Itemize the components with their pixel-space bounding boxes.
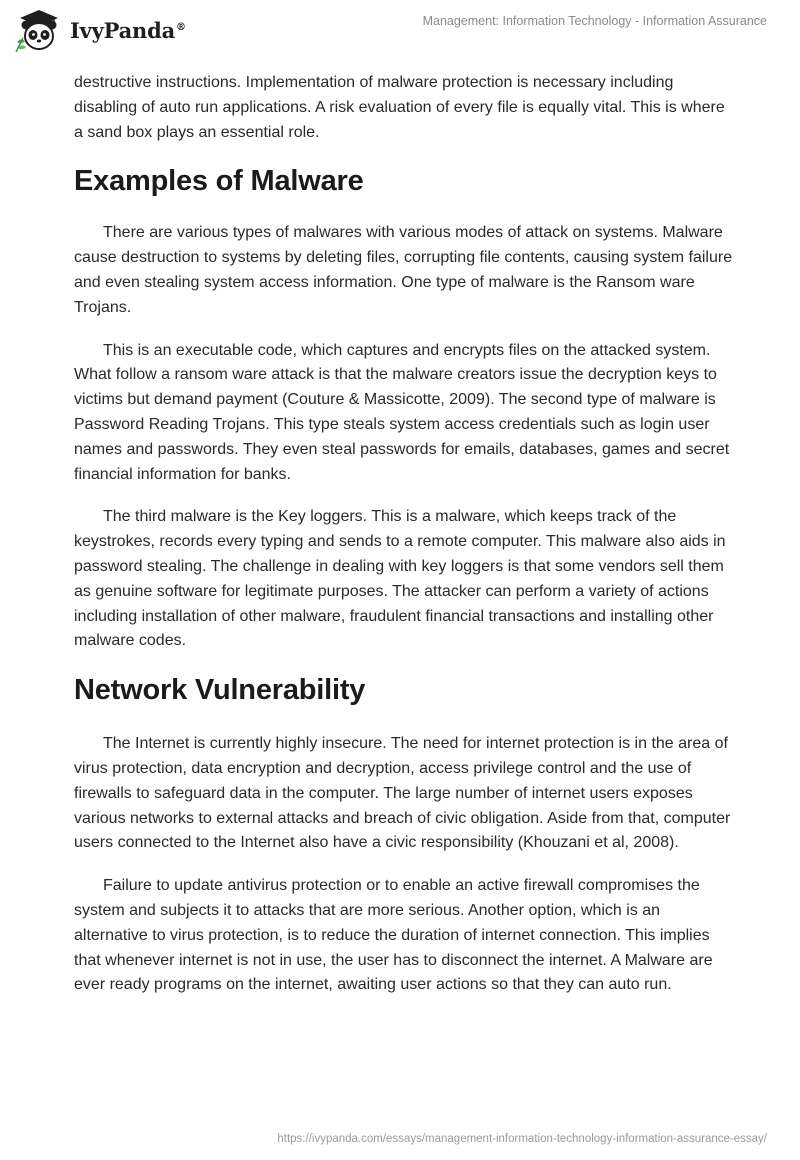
paragraph: The third malware is the Key loggers. This is a malware, which keeps track of the keystrokes, records every typing and sends to a remote computer. This malware also aids in password stealing. The challenge in dealing with key loggers is that some vendors sell them as genuine software for legitimate purposes. The attacker can perform a variety of actions including installation of other malware, fraudulent financial transactions and installing other malware codes. (74, 508, 726, 650)
source-url-link[interactable]: https://ivypanda.com/essays/management-information-technology-information-assurance-essay/ (277, 1133, 767, 1145)
paragraph: This is an executable code, which captures and encrypts files on the attacked system. What follow a ransom ware attack is that the malware creators issue the decryption keys to victims but demand payment (Couture & Massicotte, 2009). The second type of malware is Password Reading Trojans. This type steals system access credentials such as login user names and passwords. They even steal passwords for emails, databases, games and secret financial information for banks. (74, 341, 730, 483)
essay-body (74, 71, 734, 1016)
intro-paragraph: destructive instructions. Implementation of malware protection is necessary including disabling of auto run applications. A risk evaluation of every file is equally vital. This is where a sand box plays an essential role. (74, 74, 725, 141)
section-heading-network-vulnerability: Network Vulnerability (74, 674, 366, 707)
section-heading-examples-of-malware: Examples of Malware (74, 165, 364, 198)
document-title: Management: Information Technology - Information Assurance (422, 14, 767, 28)
page-header (0, 0, 800, 62)
paragraph: The Internet is currently highly insecure. The need for internet protection is in the area of virus protection, data encryption and decryption, access privilege control and the use of firewalls to safeguard data in the computer. The large number of internet users exposes various networks to external attacks and breach of civic obligation. Aside from that, computer users connected to the Internet also have a civic responsibility (Khouzani et al, 2008). (74, 735, 731, 852)
paragraph: There are various types of malwares with various modes of attack on systems. Malware cause destruction to systems by deleting files, corrupting file contents, causing system failure and even stealing system access information. One type of malware is the Ransom ware Trojans. (74, 224, 733, 316)
paragraph: Failure to update antivirus protection or to enable an active firewall compromises the system and subjects it to attacks that are more serious. Another option, which is an alternative to virus protection, is to reduce the duration of internet connection. This implies that whenever internet is not in use, the user has to disconnect the internet. A Malware are ever ready programs on the internet, awaiting user actions so that they can auto run. (74, 877, 713, 994)
registered-mark: ® (176, 21, 186, 33)
ivypanda-logo[interactable] (14, 8, 186, 52)
brand-name: IvyPanda® (70, 17, 186, 43)
panda-mascot-icon (14, 8, 64, 52)
